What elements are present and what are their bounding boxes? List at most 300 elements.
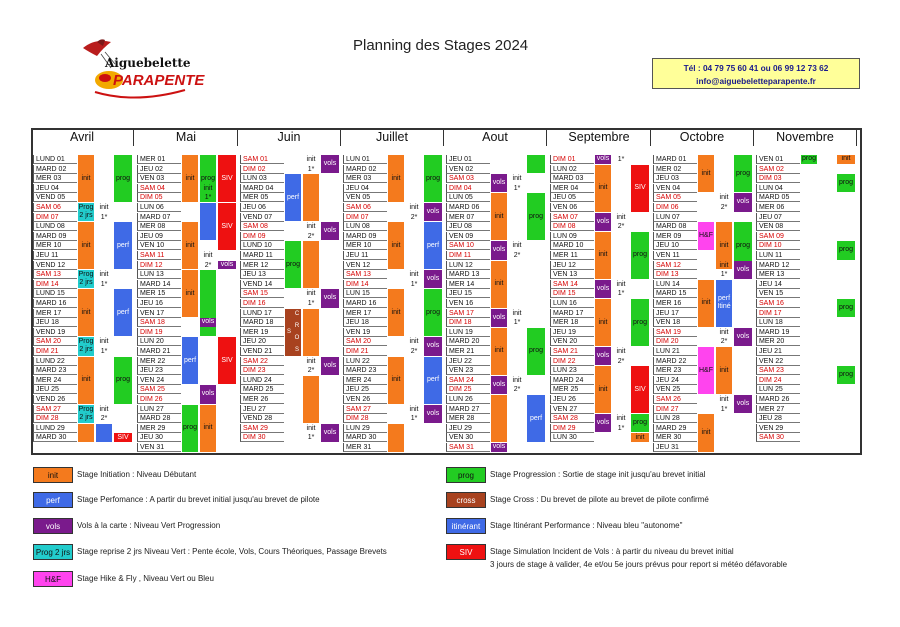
stage-block-perf[interactable]: perf [114, 289, 132, 336]
day-cell: LUND 22 [33, 357, 77, 366]
day-cell: MER 25 [550, 385, 594, 394]
stage-block-siv[interactable]: SIV [631, 165, 649, 212]
level-label: 1* [513, 319, 521, 327]
stage-block-init[interactable] [388, 424, 404, 452]
day-cell: SAM 17 [446, 309, 490, 318]
day-cell: MER 05 [240, 193, 284, 202]
level-label: 2* [617, 357, 625, 365]
day-cell: JEU 15 [446, 289, 490, 298]
legend-swatch-vols: vols [33, 518, 73, 534]
stage-block-perf[interactable]: perf [424, 222, 442, 269]
day-cell: MARD 20 [446, 337, 490, 346]
day-cell: SAM 06 [33, 203, 77, 212]
level-label: init [512, 242, 522, 250]
level-label: init [203, 184, 213, 192]
day-cell: LUN 07 [653, 213, 697, 222]
stage-block-init[interactable]: init [491, 328, 507, 375]
day-cell: SAM 01 [240, 155, 284, 164]
day-cell: MER 24 [343, 376, 387, 385]
level-label: 1* [617, 156, 625, 163]
stage-block-init[interactable] [491, 395, 507, 442]
day-cell: MARD 19 [756, 328, 800, 337]
day-cell: DIM 26 [137, 395, 181, 404]
stage-block-prog[interactable]: prog [837, 366, 855, 384]
level-label: init [99, 271, 109, 279]
level-label: init [512, 309, 522, 317]
stage-block-vols[interactable]: vols [595, 347, 611, 365]
stage-block-init[interactable] [303, 309, 319, 356]
month-header-novembre: Novembre [754, 130, 857, 146]
day-cell: LUN 01 [343, 155, 387, 164]
stage-block-vols[interactable]: vols [424, 203, 442, 221]
day-cell: DIM 16 [240, 299, 284, 308]
level-label: 2* [410, 213, 418, 221]
day-cell: VEND 21 [240, 347, 284, 356]
stage-block-init[interactable]: init [388, 357, 404, 404]
stage-block-prog[interactable]: prog [631, 299, 649, 346]
level-label: init [616, 280, 626, 288]
stage-block-prog[interactable]: prog [837, 299, 855, 317]
day-cell: VEN 20 [550, 337, 594, 346]
stage-block-vols[interactable]: vols [321, 424, 339, 442]
day-cell: VEN 19 [343, 328, 387, 337]
stage-block-vols[interactable]: vols [201, 318, 215, 326]
stage-block-siv[interactable]: SIV [114, 433, 132, 442]
day-cell: JEU 04 [343, 184, 387, 193]
stage-block-prog2[interactable]: Prog 2 jrs [78, 270, 94, 288]
stage-block-prog[interactable]: prog [631, 414, 649, 432]
level-label: 1* [410, 415, 418, 423]
level-label: 1* [720, 405, 728, 413]
level-label: 2* [513, 386, 521, 394]
stage-block-vols[interactable]: vols [734, 328, 752, 346]
day-cell: MER 21 [446, 347, 490, 356]
stage-block-hf[interactable]: H&F [698, 222, 714, 250]
day-cell: DIM 13 [653, 270, 697, 279]
day-cell: MER 16 [653, 299, 697, 308]
stage-block-prog[interactable]: prog [114, 155, 132, 202]
day-cell: MER 14 [446, 280, 490, 289]
day-cell: LUND 08 [33, 222, 77, 231]
stage-block-prog[interactable]: prog [424, 289, 442, 336]
legend-swatch-cross: cross [446, 492, 486, 508]
stage-block-prog[interactable]: prog [837, 174, 855, 192]
stage-block-init[interactable] [303, 241, 319, 288]
day-cell: JEU 04 [33, 184, 77, 193]
stage-block-vols[interactable]: vols [491, 376, 507, 394]
day-cell: JEU 12 [550, 261, 594, 270]
day-cell: DIM 19 [137, 328, 181, 337]
stage-block-vols[interactable]: vols [734, 193, 752, 211]
level-label: 2* [617, 223, 625, 231]
month-header-octobre: Octobre [651, 130, 754, 146]
level-label: init [99, 338, 109, 346]
month-header-juin: Juin [238, 130, 341, 146]
stage-block-vols[interactable]: vols [491, 241, 507, 259]
stage-block-vols[interactable]: vols [424, 405, 442, 423]
day-cell: JEU 28 [756, 414, 800, 423]
day-cell: JEU 24 [653, 376, 697, 385]
stage-block-init[interactable] [78, 424, 94, 442]
level-label: 2* [720, 338, 728, 346]
stage-block-init[interactable]: init [698, 414, 714, 451]
stage-block-itin[interactable]: perf Itiné [716, 280, 732, 327]
stage-block-prog[interactable]: prog [424, 155, 442, 202]
stage-block-init[interactable]: init [182, 270, 198, 317]
day-cell: VEN 08 [756, 222, 800, 231]
day-cell: MER 30 [653, 433, 697, 442]
day-cell: MARD 27 [446, 405, 490, 414]
stage-block-init[interactable]: init [716, 347, 732, 394]
contact-email[interactable]: info@aiguebeletteparapente.fr [696, 76, 816, 86]
day-cell: DIM 18 [446, 318, 490, 327]
stage-block-prog[interactable]: prog [527, 193, 545, 240]
stage-block-perf[interactable]: perf [424, 357, 442, 404]
day-cell: SAM 28 [550, 414, 594, 423]
page-title: Planning des Stages 2024 [353, 37, 529, 54]
stage-block-hf[interactable]: H&F [698, 347, 714, 394]
day-cell: MER 29 [137, 424, 181, 433]
level-label: 1* [100, 348, 108, 355]
day-cell: JEU 01 [446, 155, 490, 164]
day-cell: DIM 10 [756, 241, 800, 250]
level-label: init [409, 405, 419, 413]
day-cell: LUN 29 [343, 424, 387, 433]
day-cell: JEU 22 [446, 357, 490, 366]
stage-block-vols[interactable]: vols [218, 261, 236, 270]
day-cell: DIM 05 [137, 193, 181, 202]
stage-block-init[interactable]: init [388, 155, 404, 202]
day-cell: SAM 12 [653, 261, 697, 270]
stage-block-prog[interactable]: prog [285, 241, 301, 288]
day-cell: LUN 28 [653, 414, 697, 423]
day-cell: DIM 25 [446, 385, 490, 394]
stage-block-perf[interactable]: perf [182, 337, 198, 384]
level-label: 1* [513, 184, 521, 192]
stage-block-prog2[interactable]: Prog 2 jrs [78, 203, 94, 221]
stage-block-prog[interactable]: prog [801, 155, 816, 163]
day-cell: LUND 10 [240, 241, 284, 250]
day-cell: VEN 22 [756, 357, 800, 366]
stage-block-vols[interactable]: vols [734, 261, 752, 279]
level-label: init [719, 328, 729, 336]
day-cell: MARD 12 [756, 261, 800, 270]
stage-block-init[interactable]: init [716, 222, 732, 269]
level-label: init [306, 156, 316, 163]
day-cell: DIM 15 [550, 289, 594, 298]
level-label: init [306, 424, 316, 432]
day-cell: MARD 06 [446, 203, 490, 212]
level-label: init [306, 223, 316, 231]
day-cell: SAM 10 [446, 241, 490, 250]
stage-block-vols[interactable]: vols [200, 385, 216, 403]
level-label: init [616, 213, 626, 221]
legend-text: Stage Initiation : Niveau Débutant [77, 470, 197, 479]
day-cell: LUN 05 [446, 193, 490, 202]
contact-box [652, 58, 860, 89]
day-cell: LUN 16 [550, 299, 594, 308]
day-cell: LUN 22 [343, 357, 387, 366]
day-cell: JEU 08 [446, 222, 490, 231]
level-label: init [306, 357, 316, 365]
stage-block-init[interactable]: init [78, 357, 94, 404]
day-cell: DIM 06 [653, 203, 697, 212]
stage-block-init[interactable]: init [698, 280, 714, 327]
day-cell: LUN 14 [653, 280, 697, 289]
stage-block-prog2[interactable]: Prog 2 jrs [78, 337, 94, 355]
stage-block-init[interactable]: init [388, 222, 404, 269]
day-cell: MARD 02 [33, 165, 77, 174]
stage-block-init[interactable]: init [631, 433, 649, 442]
day-cell: VEND 14 [240, 280, 284, 289]
stage-block-vols[interactable]: vols [424, 270, 442, 288]
level-label: 1* [617, 424, 625, 432]
day-cell: LUND 01 [33, 155, 77, 164]
day-cell: VEN 04 [653, 184, 697, 193]
day-cell: MARD 26 [756, 395, 800, 404]
day-cell: VEN 16 [446, 299, 490, 308]
day-cell: MARD 23 [343, 366, 387, 375]
day-cell: VEN 29 [756, 424, 800, 433]
month-header-septembre: Septembre [548, 130, 651, 146]
day-cell: MER 09 [653, 232, 697, 241]
day-cell: MARD 17 [550, 309, 594, 318]
legend-text: Stage Simulation Incident de Vols : à partir du niveau du brevet initial [490, 547, 734, 556]
logo-text-bottom: PARAPENTE [113, 72, 205, 89]
day-cell: VEND 19 [33, 328, 77, 337]
stage-block-prog[interactable]: prog [114, 357, 132, 404]
stage-block-prog[interactable]: prog [200, 155, 216, 202]
level-label: init [409, 271, 419, 279]
stage-block-perf[interactable]: perf [285, 174, 301, 221]
level-label: init [616, 348, 626, 355]
day-cell: DIM 29 [550, 424, 594, 433]
level-label: init [409, 338, 419, 346]
stage-block-vols[interactable]: vols [595, 280, 611, 298]
stage-block-prog[interactable]: prog [527, 328, 545, 375]
stage-block-init[interactable]: init [78, 222, 94, 269]
day-cell: VEN 27 [550, 405, 594, 414]
day-cell: DIM 12 [137, 261, 181, 270]
level-label: 1* [100, 280, 108, 288]
day-cell: SAM 30 [756, 433, 800, 442]
stage-block-perf[interactable] [96, 424, 112, 442]
stage-block-perf[interactable]: perf [527, 395, 545, 442]
day-cell: LUN 30 [550, 433, 594, 442]
day-cell: MARD 08 [653, 222, 697, 231]
stage-block-init[interactable]: init [78, 155, 94, 202]
legend-swatch-hf: H&F [33, 571, 73, 587]
stage-block-init[interactable]: init [837, 155, 855, 164]
stage-block-init[interactable]: init [698, 155, 714, 192]
day-cell: MER 10 [33, 241, 77, 250]
level-label: 1* [617, 290, 625, 298]
day-cell: LUN 04 [756, 184, 800, 193]
day-cell: MER 22 [137, 357, 181, 366]
stage-block-init[interactable]: init [595, 366, 611, 413]
day-cell: JEU 18 [33, 318, 77, 327]
stage-block-prog[interactable]: prog [631, 232, 649, 279]
day-cell: LUN 11 [756, 251, 800, 260]
stage-block-vols[interactable]: vols [321, 155, 339, 173]
day-cell: MER 19 [240, 328, 284, 337]
day-cell: JEU 03 [653, 174, 697, 183]
stage-block-prog2[interactable]: Prog 2 jrs [78, 405, 94, 423]
day-cell: JEU 06 [240, 203, 284, 212]
stage-block-init[interactable]: init [595, 232, 611, 279]
legend-swatch-itin: itinérant [446, 518, 486, 534]
day-cell: DIM 14 [343, 280, 387, 289]
stage-block-init[interactable]: init [388, 289, 404, 336]
day-cell: SAM 24 [446, 376, 490, 385]
day-cell: LUN 12 [446, 261, 490, 270]
stage-block-perf[interactable]: perf [114, 222, 132, 269]
day-cell: VEND 12 [33, 261, 77, 270]
day-cell: JEU 16 [137, 299, 181, 308]
day-cell: DIM 01 [550, 155, 594, 164]
level-label: 1* [204, 194, 212, 202]
stage-block-init[interactable] [303, 376, 319, 423]
day-cell: SAM 18 [137, 318, 181, 327]
stage-block-init[interactable]: init [595, 299, 611, 346]
day-cell: MARD 22 [653, 357, 697, 366]
day-cell: DIM 20 [653, 337, 697, 346]
month-header-mai: Mai [135, 130, 238, 146]
legend-text: Stage Perfomance : A partir du brevet initial jusqu'au brevet de pilote [77, 495, 320, 504]
stage-block-init[interactable] [303, 174, 319, 221]
legend-text: Stage reprise 2 jrs Niveau Vert : Pente école, Vols, Cours Théoriques, Passage Brevets [77, 547, 387, 556]
stage-block-siv[interactable]: SIV [218, 155, 236, 202]
day-cell: VEN 03 [137, 174, 181, 183]
stage-block-vols[interactable]: vols [424, 337, 442, 355]
stage-block-vols[interactable]: vols [492, 443, 506, 451]
day-cell: LUN 18 [756, 318, 800, 327]
day-cell: MER 01 [137, 155, 181, 164]
day-cell: MER 10 [343, 241, 387, 250]
stage-block-vols[interactable]: vols [491, 309, 507, 327]
day-cell: DIM 21 [343, 347, 387, 356]
day-cell: SAM 23 [756, 366, 800, 375]
day-cell: SAM 13 [33, 270, 77, 279]
level-label: init [99, 405, 109, 413]
day-cell: LUND 24 [240, 376, 284, 385]
day-cell: VEN 26 [343, 395, 387, 404]
day-cell: SAM 16 [756, 299, 800, 308]
day-cell: MER 02 [653, 165, 697, 174]
day-cell: MER 03 [33, 174, 77, 183]
day-cell: VEN 15 [756, 289, 800, 298]
stage-block-vols[interactable]: vols [734, 395, 752, 413]
day-cell: SAM 20 [343, 337, 387, 346]
legend-text: Stage Progression : Sortie de stage init jusqu'au brevet initial [490, 470, 706, 479]
day-cell: MARD 28 [137, 414, 181, 423]
logo [75, 34, 205, 104]
day-cell: JEU 23 [137, 366, 181, 375]
stage-block-vols[interactable]: vols [595, 414, 611, 432]
day-cell: VEN 24 [137, 376, 181, 385]
stage-block-vols[interactable]: vols [321, 289, 339, 307]
stage-block-vols[interactable]: vols [321, 357, 339, 375]
legend-swatch-init: init [33, 467, 73, 483]
day-cell: SAM 09 [756, 232, 800, 241]
day-cell: MER 12 [240, 261, 284, 270]
day-cell: JEU 14 [756, 280, 800, 289]
day-cell: MARD 11 [240, 251, 284, 260]
stage-block-siv[interactable]: SIV [631, 366, 649, 413]
level-label: 2* [410, 348, 418, 355]
day-cell: MARD 07 [137, 213, 181, 222]
day-cell: DIM 21 [33, 347, 77, 356]
stage-block-perf[interactable] [200, 203, 216, 240]
stage-block-vols[interactable]: vols [596, 155, 610, 163]
stage-block-prog[interactable]: prog [837, 241, 855, 259]
legend-text: Stage Hike & Fly , Niveau Vert ou Bleu [77, 574, 214, 583]
day-cell: SAM 31 [446, 443, 490, 452]
stage-block-init[interactable]: init [595, 165, 611, 212]
day-cell: LUN 19 [446, 328, 490, 337]
day-cell: VEN 17 [137, 309, 181, 318]
stage-block-prog[interactable]: prog [182, 405, 198, 452]
day-cell: LUN 13 [137, 270, 181, 279]
legend-swatch-prog2: Prog 2 jrs [33, 544, 73, 560]
level-label: init [512, 175, 522, 183]
day-cell: LUN 02 [550, 165, 594, 174]
day-cell: LUND 17 [240, 309, 284, 318]
legend-text: Vols à la carte : Niveau Vert Progression [77, 521, 221, 530]
stage-block-vols[interactable]: vols [595, 213, 611, 231]
level-label: init [99, 204, 109, 211]
day-cell: DIM 22 [550, 357, 594, 366]
stage-block-siv[interactable]: SIV [218, 337, 236, 384]
stage-block-prog[interactable]: prog [734, 222, 752, 269]
day-cell: MER 17 [33, 309, 77, 318]
level-label: 1* [410, 280, 418, 288]
day-cell: DIM 28 [343, 414, 387, 423]
stage-block-init[interactable]: init [200, 405, 216, 452]
day-cell: JEU 21 [756, 347, 800, 356]
stage-block-init[interactable]: init [182, 222, 198, 269]
day-cell: SAM 27 [33, 405, 77, 414]
stage-block-vols[interactable]: vols [491, 174, 507, 192]
contact-phone: Tél : 04 79 75 60 41 ou 06 99 12 73 62 [683, 63, 829, 73]
level-label: init [512, 376, 522, 384]
level-label: init [306, 290, 316, 298]
stage-block-init[interactable]: init [491, 261, 507, 308]
day-cell: MER 07 [446, 213, 490, 222]
stage-block-prog[interactable] [527, 155, 545, 173]
day-cell: JEU 31 [653, 443, 697, 452]
month-header-aout: Aout [444, 130, 547, 146]
day-cell: MARD 02 [343, 165, 387, 174]
day-cell: MER 15 [137, 289, 181, 298]
day-cell: DIM 17 [756, 309, 800, 318]
day-cell: VEN 30 [446, 433, 490, 442]
level-label: 2* [513, 252, 521, 259]
day-cell: MER 23 [653, 366, 697, 375]
stage-block-vols[interactable]: vols [321, 222, 339, 240]
stage-block-init[interactable]: init [182, 155, 198, 202]
stage-block-prog[interactable]: prog [734, 155, 752, 192]
stage-block-cross[interactable]: C R O S S [285, 309, 301, 356]
stage-block-init[interactable]: init [78, 289, 94, 336]
stage-block-init[interactable]: init [491, 193, 507, 240]
day-cell: LUND 15 [33, 289, 77, 298]
day-cell: MARD 30 [343, 433, 387, 442]
stage-block-siv[interactable]: SIV [218, 203, 236, 250]
day-cell: MARD 25 [240, 385, 284, 394]
day-cell: JEU 02 [137, 165, 181, 174]
day-cell: LUN 03 [240, 174, 284, 183]
